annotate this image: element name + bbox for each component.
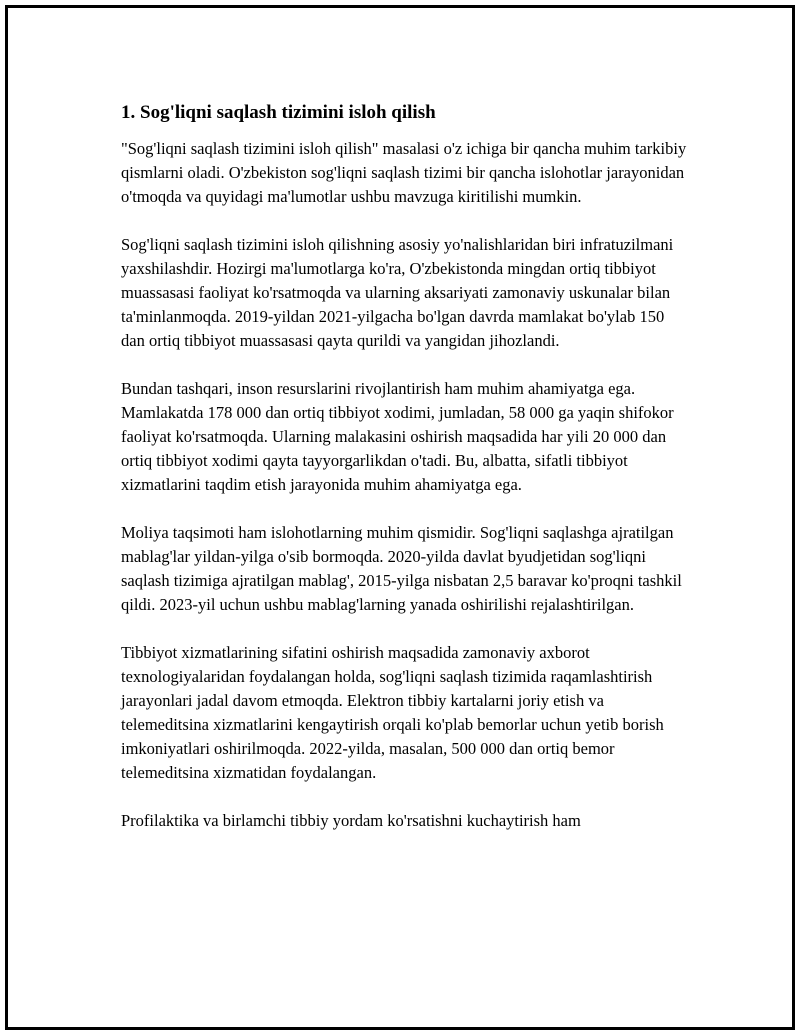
paragraph-intro: "Sog'liqni saqlash tizimini isloh qilish" masalasi o'z ichiga bir qancha muhim tarkibiy qismlarni oladi. O'zbekiston sog'liqni saqlash tizimi bir qancha islohotlar jarayonidan o'tmoqda va quyidagi ma'lumotlar ushbu mavzuga kiritilishi mumkin. xyxy=(121,139,687,206)
paragraph-prevention: Profilaktika va birlamchi tibbiy yordam ko'rsatishni kuchaytirish ham xyxy=(121,811,581,830)
paragraph-human-resources: Bundan tashqari, inson resurslarini rivojlantirish ham muhim ahamiyatga ega. Mamlakatda 178 000 dan ortiq tibbiyot xodimi, jumladan, 58 000 ga yaqin shifokor faoliyat ko'rsatmoqda. Ularning malakasini oshirish maqsadida har yili 20 000 dan ortiq tibbiyot xodimi qayta tayyorgarlikdan o'tadi. Bu, albatta, sifatli tibbiyot xizmatlarini taqdim etish jarayonida muhim ahamiyatga ega. xyxy=(121,379,674,494)
page-frame xyxy=(5,5,795,1030)
paragraph-digitalization: Tibbiyot xizmatlarining sifatini oshirish maqsadida zamonaviy axborot texnologiyalaridan foydalangan holda, sog'liqni saqlash tizimida raqamlashtirish jarayonlari jadal davom etmoqda. Elektron tibbiy kartalarni joriy etish va telemeditsina xizmatlarini kengaytirish orqali ko'plab bemorlar uchun yetib borish imkoniyatlari oshirilmoqda. 2022-yilda, masalan, 500 000 dan ortiq bemor telemeditsina xizmatidan foydalangan. xyxy=(121,643,664,782)
paragraph-financing: Moliya taqsimoti ham islohotlarning muhim qismidir. Sog'liqni saqlashga ajratilgan mablag'lar yildan-yilga o'sib bormoqda. 2020-yilda davlat byudjetidan sog'liqni saqlash tizimiga ajratilgan mablag', 2015-yilga nisbatan 2,5 baravar ko'proqni tashkil qildi. 2023-yil uchun ushbu mablag'larning yanada oshirilishi rejalashtirilgan. xyxy=(121,523,682,614)
section-heading: 1. Sog'liqni saqlash tizimini isloh qilish xyxy=(121,102,436,123)
document-body xyxy=(121,98,691,833)
paragraph-infrastructure: Sog'liqni saqlash tizimini isloh qilishning asosiy yo'nalishlaridan biri infratuzilmani yaxshilashdir. Hozirgi ma'lumotlarga ko'ra, O'zbekistonda mingdan ortiq tibbiyot muassasasi faoliyat ko'rsatmoqda va ularning aksariyati zamonaviy uskunalar bilan ta'minlanmoqda. 2019-yildan 2021-yilgacha bo'lgan davrda mamlakat bo'ylab 150 dan ortiq tibbiyot muassasasi qayta qurildi va yangidan jihozlandi. xyxy=(121,235,674,350)
